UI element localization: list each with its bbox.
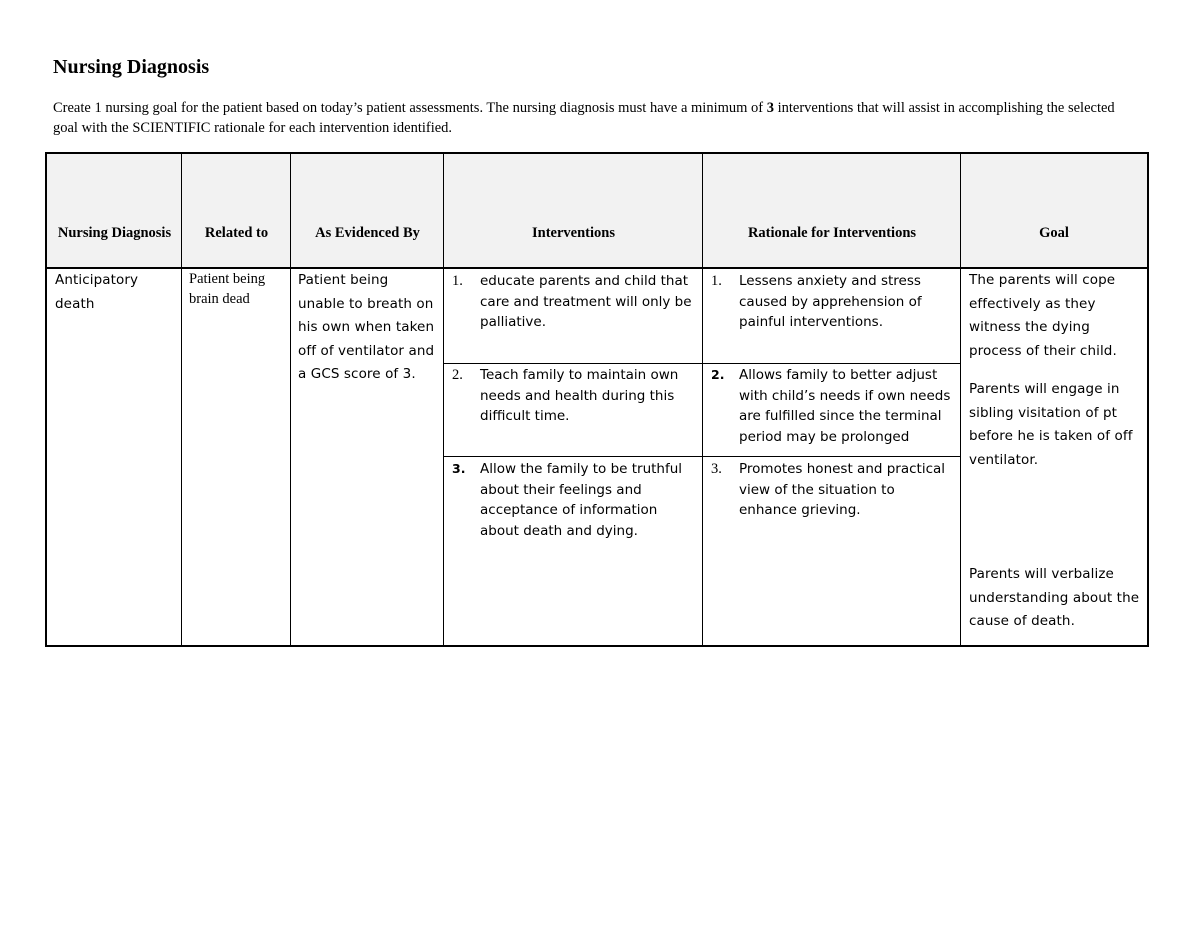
instructions-text-2: interventions that will assist in accomplishing the selected goal with the SCIENTIFIC rationale for each intervention identified. [53,100,1115,136]
row-divider [444,456,961,457]
rationale-number: 2. [711,367,725,382]
intervention-number: 2. [452,367,463,383]
intervention-item [452,271,697,333]
column-divider [290,154,291,645]
cell-related-to: Patient being brain dead [189,271,266,307]
rationale-number: 1. [711,273,722,289]
instructions-bold-number: 3 [766,100,774,116]
care-plan-table [45,152,1149,647]
rationale-text: Allows family to better adjust with child’s needs if own needs are fulfilled since the terminal period may be prolonged [739,367,951,445]
goal-text: Parents will engage in sibling visitation of pt before he is taken of off ventilator. [969,381,1133,468]
rationale-text: Promotes honest and practical view of the situation to enhance grieving. [739,461,946,518]
intervention-item [452,365,697,427]
rationale-text: Lessens anxiety and stress caused by apprehension of painful interventions. [739,273,922,330]
rationale-item [711,365,956,447]
cell-as-evidenced-by: Patient being unable to breath on his own when taken off of ventilator and a GCS score of 3. [298,272,435,382]
cell-nursing-diagnosis: Anticipatory death [55,272,139,312]
intervention-item [452,459,697,541]
rationale-item [711,271,956,333]
row-divider [444,363,961,364]
document-title: Nursing Diagnosis [53,56,210,78]
intervention-text: educate parents and child that care and treatment will only be palliative. [480,273,692,330]
column-divider [702,154,703,645]
intervention-number: 1. [452,273,463,289]
header-rationale: Rationale for Interventions [747,225,917,241]
column-divider [960,154,961,645]
intervention-text: Teach family to maintain own needs and health during this difficult time. [480,367,679,424]
header-nursing-diagnosis: Nursing Diagnosis [57,225,172,241]
header-interventions: Interventions [532,225,615,241]
column-divider [181,154,182,645]
rationale-item [711,459,956,521]
rationale-number: 3. [711,461,722,477]
header-as-evidenced-by: As Evidenced By [315,225,420,241]
column-divider [443,154,444,645]
intervention-number: 3. [452,461,466,476]
goal-text: The parents will cope effectively as they witness the dying process of their child. [969,272,1117,359]
intervention-text: Allow the family to be truthful about their feelings and acceptance of information about death and dying. [480,461,683,539]
header-goal: Goal [1039,225,1069,241]
header-related-to: Related to [204,225,269,241]
instructions-paragraph [53,98,1133,138]
instructions-text-1: Create 1 nursing goal for the patient based on today’s patient assessments. The nursing diagnosis must have a minimum of [53,100,767,116]
goal-text: Parents will verbalize understanding about the cause of death. [969,566,1140,629]
